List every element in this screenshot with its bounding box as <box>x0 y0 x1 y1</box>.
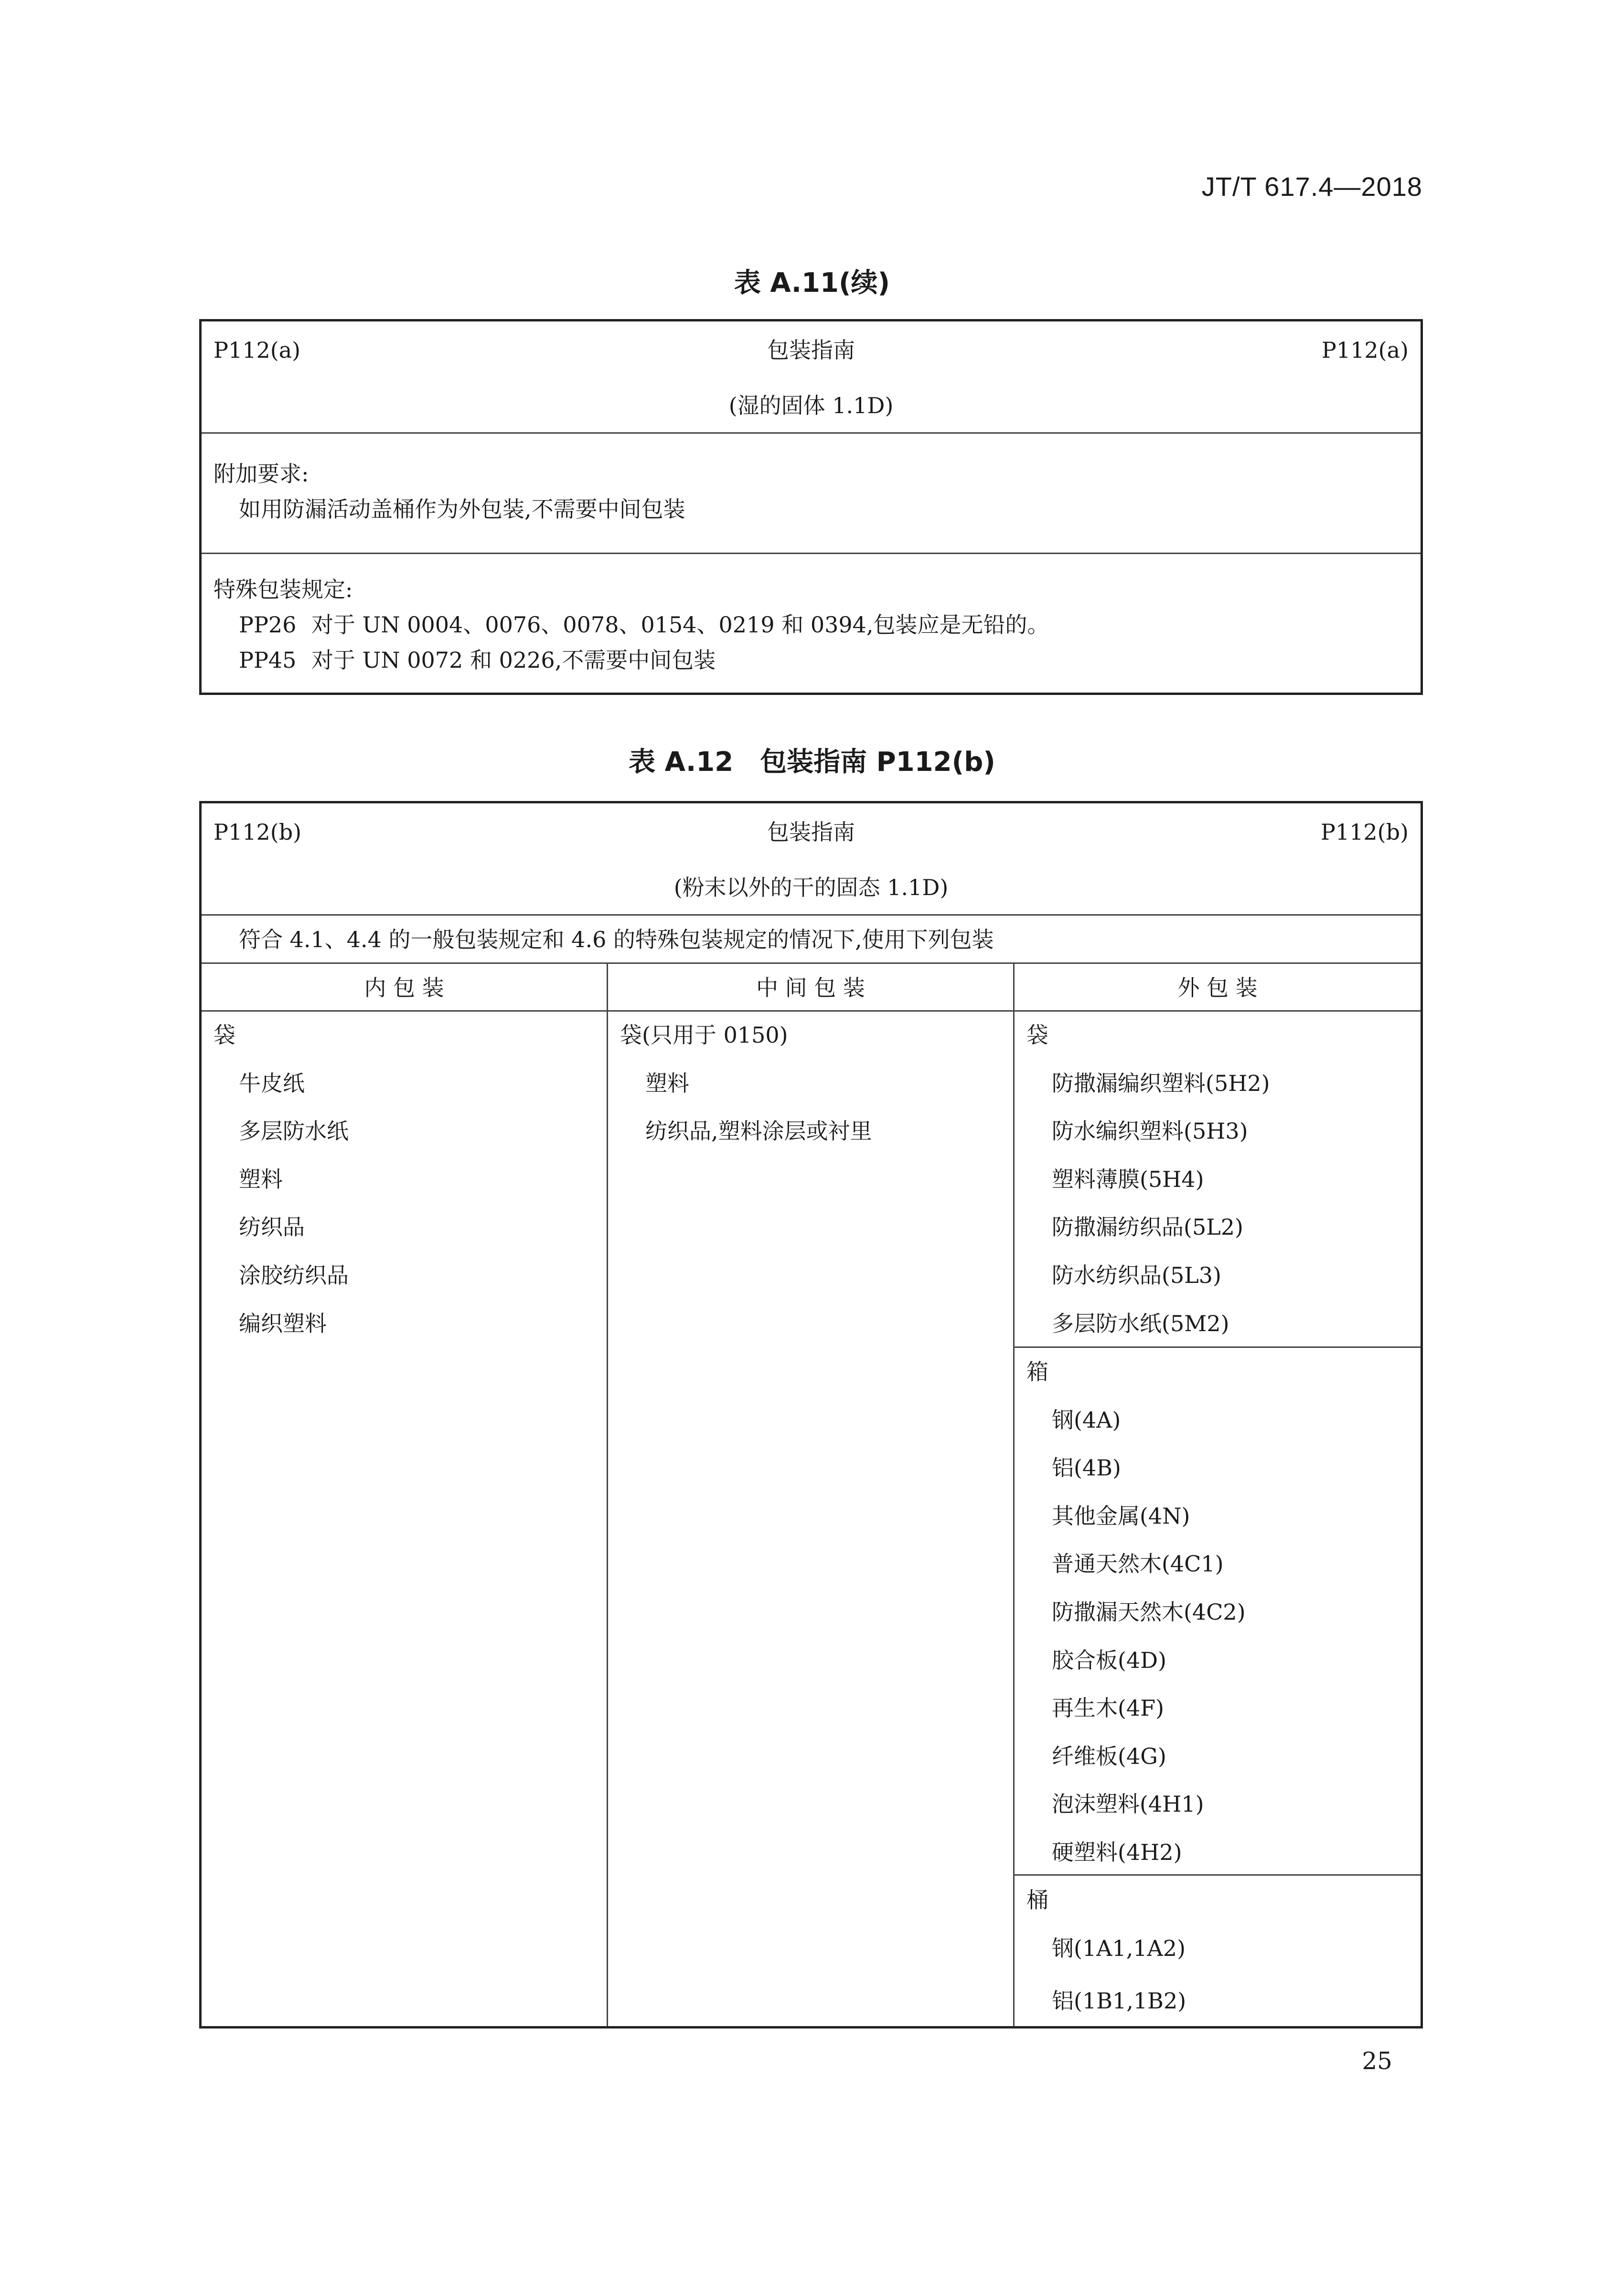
table-a11-caption: 表 A.11(续) <box>734 267 890 299</box>
table-title: 包装指南 <box>767 819 855 845</box>
divider <box>202 914 1421 916</box>
outer-item: 泡沫塑料(4H1) <box>1052 1791 1204 1817</box>
additional-heading: 附加要求: <box>214 461 309 487</box>
outer-item: 防水纺织品(5L3) <box>1052 1262 1221 1288</box>
outer-item: 铝(4B) <box>1052 1455 1121 1481</box>
divider <box>1013 1346 1421 1348</box>
divider <box>202 1010 1421 1012</box>
code-left: P112(b) <box>214 819 302 845</box>
provision-code: PP45 <box>239 647 297 673</box>
outer-group-heading: 箱 <box>1026 1359 1048 1385</box>
code-right: P112(b) <box>1320 819 1409 845</box>
inner-item: 塑料 <box>239 1166 283 1192</box>
inner-item: 涂胶纺织品 <box>239 1262 349 1288</box>
outer-item: 防水编织塑料(5H3) <box>1052 1118 1248 1144</box>
provision-text: 对于 UN 0072 和 0226,不需要中间包装 <box>311 647 716 673</box>
page-number: 25 <box>1362 2047 1392 2075</box>
inner-item: 纺织品 <box>239 1214 305 1240</box>
table-title: 包装指南 <box>767 337 855 363</box>
intermediate-item: 塑料 <box>645 1070 689 1096</box>
divider <box>202 432 1421 434</box>
outer-item: 铝(1B1,1B2) <box>1052 1988 1186 2014</box>
inner-heading: 袋 <box>214 1022 235 1048</box>
divider <box>202 962 1421 964</box>
outer-item: 普通天然木(4C1) <box>1052 1551 1224 1577</box>
column-header-outer: 外 包 装 <box>1177 975 1258 1001</box>
table-subtitle: (湿的固体 1.1D) <box>728 393 894 418</box>
code-right: P112(a) <box>1321 337 1409 363</box>
outer-item: 再生木(4F) <box>1052 1695 1165 1721</box>
outer-item: 其他金属(4N) <box>1052 1503 1190 1529</box>
provision-text: 对于 UN 0004、0076、0078、0154、0219 和 0394,包装应是无铅的。 <box>311 612 1049 638</box>
outer-item: 塑料薄膜(5H4) <box>1052 1166 1204 1192</box>
column-separator <box>1013 962 1015 2026</box>
inner-item: 牛皮纸 <box>239 1070 305 1096</box>
table-a12-caption: 表 A.12 包装指南 P112(b) <box>629 747 995 778</box>
inner-item: 多层防水纸 <box>239 1118 349 1144</box>
outer-item: 防撒漏天然木(4C2) <box>1052 1599 1246 1625</box>
outer-item: 钢(1A1,1A2) <box>1052 1935 1186 1961</box>
intermediate-heading: 袋(只用于 0150) <box>620 1022 788 1048</box>
divider <box>202 553 1421 554</box>
outer-group-heading: 袋 <box>1026 1022 1048 1048</box>
column-separator <box>607 962 608 2026</box>
inner-item: 编织塑料 <box>239 1311 327 1336</box>
column-header-intermediate: 中 间 包 装 <box>756 975 865 1001</box>
outer-item: 防撒漏纺织品(5L2) <box>1052 1214 1243 1240</box>
outer-item: 胶合板(4D) <box>1052 1647 1167 1673</box>
outer-item: 钢(4A) <box>1052 1407 1121 1433</box>
intermediate-item: 纺织品,塑料涂层或衬里 <box>645 1118 872 1144</box>
outer-item: 硬塑料(4H2) <box>1052 1839 1182 1865</box>
table-a12 <box>199 801 1423 2028</box>
additional-text: 如用防漏活动盖桶作为外包装,不需要中间包装 <box>239 496 685 522</box>
standard-number: JT/T 617.4—2018 <box>1201 171 1422 202</box>
general-note: 符合 4.1、4.4 的一般包装规定和 4.6 的特殊包装规定的情况下,使用下列包装 <box>239 927 994 952</box>
divider <box>1013 1874 1421 1876</box>
table-a11 <box>199 319 1423 695</box>
outer-item: 防撒漏编织塑料(5H2) <box>1052 1070 1270 1096</box>
column-header-inner: 内 包 装 <box>364 975 444 1001</box>
provision-code: PP26 <box>239 612 297 638</box>
special-heading: 特殊包装规定: <box>214 577 353 602</box>
outer-item: 多层防水纸(5M2) <box>1052 1311 1229 1336</box>
outer-group-heading: 桶 <box>1026 1887 1048 1913</box>
code-left: P112(a) <box>214 337 301 363</box>
outer-item: 纤维板(4G) <box>1052 1743 1166 1769</box>
table-subtitle: (粉末以外的干的固态 1.1D) <box>673 875 949 900</box>
